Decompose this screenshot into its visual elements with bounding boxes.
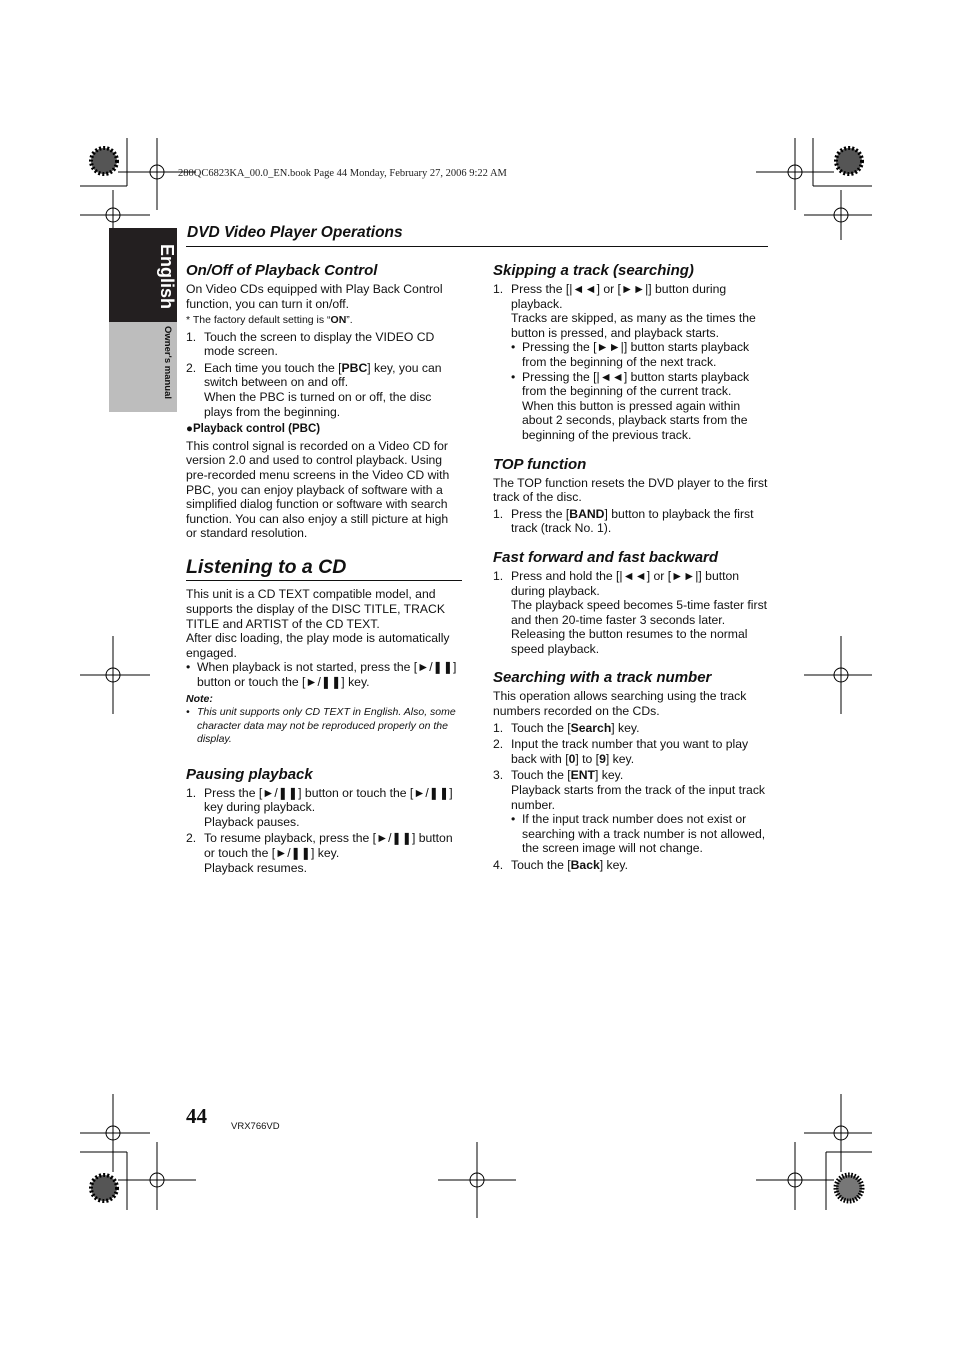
model-number: VRX766VD	[231, 1121, 280, 1132]
section-title: DVD Video Player Operations	[187, 224, 403, 241]
listening-p1: This unit is a CD TEXT compatible model, and supports the display of the DISC TITLE, TRACK TITLE and ARTIST of the CD TEXT.	[186, 587, 445, 631]
search-step-1: 1. Touch the [Search] key.	[493, 720, 640, 735]
listening-p2: After disc loading, the play mode is automatically engaged.	[186, 631, 450, 660]
listening-rule	[186, 580, 462, 581]
next-track-icon: ►►|	[596, 340, 624, 355]
play-pause-icon: ►/❚❚	[275, 845, 312, 860]
pbc-sub-body: This control signal is recorded on a Video CD for version 2.0 and used to control playback. Using pre-recorded menu screens in the Video CD with PBC, you can enjoy playback of software with a simplified dialog function or software with search function. You can also enjoy a still picture at high or standard resolution.	[186, 438, 450, 541]
skipping-bullet-1: • Pressing the [►►|] button starts playback from the beginning of the next track.	[511, 340, 750, 369]
listening-bullet: • When playback is not started, press the [►/❚❚] button or touch the [►/❚❚] key.	[186, 660, 457, 689]
play-pause-icon: ►/❚❚	[413, 785, 450, 800]
next-track-icon: ►►|	[671, 568, 699, 583]
pbc-default-note: * The factory default setting is “ON”.	[186, 314, 353, 327]
note-bullet: • This unit supports only CD TEXT in English. Also, some character data may not be reproduced properly on the display.	[186, 706, 456, 746]
note-label: Note:	[186, 692, 213, 705]
skipping-heading: Skipping a track (searching)	[493, 262, 694, 279]
language-tab-label: English	[157, 244, 177, 310]
previous-track-icon: |◄◄	[619, 568, 647, 583]
previous-track-icon: |◄◄	[596, 369, 624, 384]
print-header: 280QC6823KA_00.0_EN.book Page 44 Monday, February 27, 2006 9:22 AM	[178, 168, 507, 179]
ff-step-1: 1. Press and hold the [|◄◄] or [►►|] button during playback. The playback speed becomes 5-time faster first and then 20-time faster 3 seconds later. Releasing the button resumes to the normal speed playback.	[493, 568, 768, 656]
play-pause-icon: ►/❚❚	[417, 660, 454, 675]
pbc-step-2: 2. Each time you touch the [PBC] key, you can switch between on and off. When the PBC is turned on or off, the disc plays from the beginning.	[186, 360, 442, 419]
pausing-step-2: 2. To resume playback, press the [►/❚❚] button or touch the [►/❚❚] key. Playback resumes.	[186, 831, 453, 875]
left-column	[186, 262, 462, 875]
ff-heading: Fast forward and fast backward	[493, 548, 719, 566]
section-rule	[186, 246, 768, 247]
pbc-sub-heading: ●Playback control (PBC)	[186, 423, 321, 436]
pausing-step-1: 1. Press the [►/❚❚] button or touch the [►/❚❚] key during playback. Playback pauses.	[186, 785, 453, 829]
top-step-1: 1. Press the [BAND] button to playback the first track (track No. 1).	[493, 506, 754, 536]
play-pause-icon: ►/❚❚	[305, 674, 342, 689]
listening-heading: Listening to a CD	[186, 556, 347, 578]
search-heading: Searching with a track number	[493, 669, 712, 687]
skipping-step-1: 1. Press the [|◄◄] or [►►|] button during playback. Tracks are skipped, as many as the times the button is pressed, and playback starts.	[493, 282, 756, 340]
search-body: This operation allows searching using the track numbers recorded on the CDs.	[493, 689, 747, 719]
pbc-intro: On Video CDs equipped with Play Back Control function, you can turn it on/off.	[186, 282, 443, 311]
top-body: The TOP function resets the DVD player to the first track of the disc.	[493, 475, 768, 505]
pbc-heading: On/Off of Playback Control	[186, 262, 378, 279]
manual-tab-label: Owner's manual	[162, 326, 173, 400]
pbc-step-1: 1. Touch the screen to display the VIDEO CD mode screen.	[186, 329, 435, 359]
page-number: 44	[186, 1104, 207, 1128]
right-column	[493, 262, 769, 873]
previous-track-icon: |◄◄	[569, 282, 597, 296]
play-pause-icon: ►/❚❚	[376, 831, 412, 846]
play-pause-icon: ►/❚❚	[262, 785, 299, 800]
search-step-3: 3. Touch the [ENT] key. Playback starts from the track of the input track number.	[493, 768, 766, 812]
pausing-heading: Pausing playback	[186, 765, 313, 783]
search-bullet-1: • If the input track number does not exist or searching with a track number is not allowed, the screen image will not change.	[511, 812, 766, 856]
top-heading: TOP function	[493, 455, 587, 473]
next-track-icon: ►►|	[620, 282, 649, 296]
search-step-4: 4. Touch the [Back] key.	[493, 858, 628, 872]
search-step-2: 2. Input the track number that you want to play back with [0] to [9] key.	[493, 737, 749, 766]
skipping-bullet-2: • Pressing the [|◄◄] button starts playback from the beginning of the current track. When this button is pressed again within about 2 seconds, playback starts from the beginning of the previous track.	[511, 369, 750, 442]
